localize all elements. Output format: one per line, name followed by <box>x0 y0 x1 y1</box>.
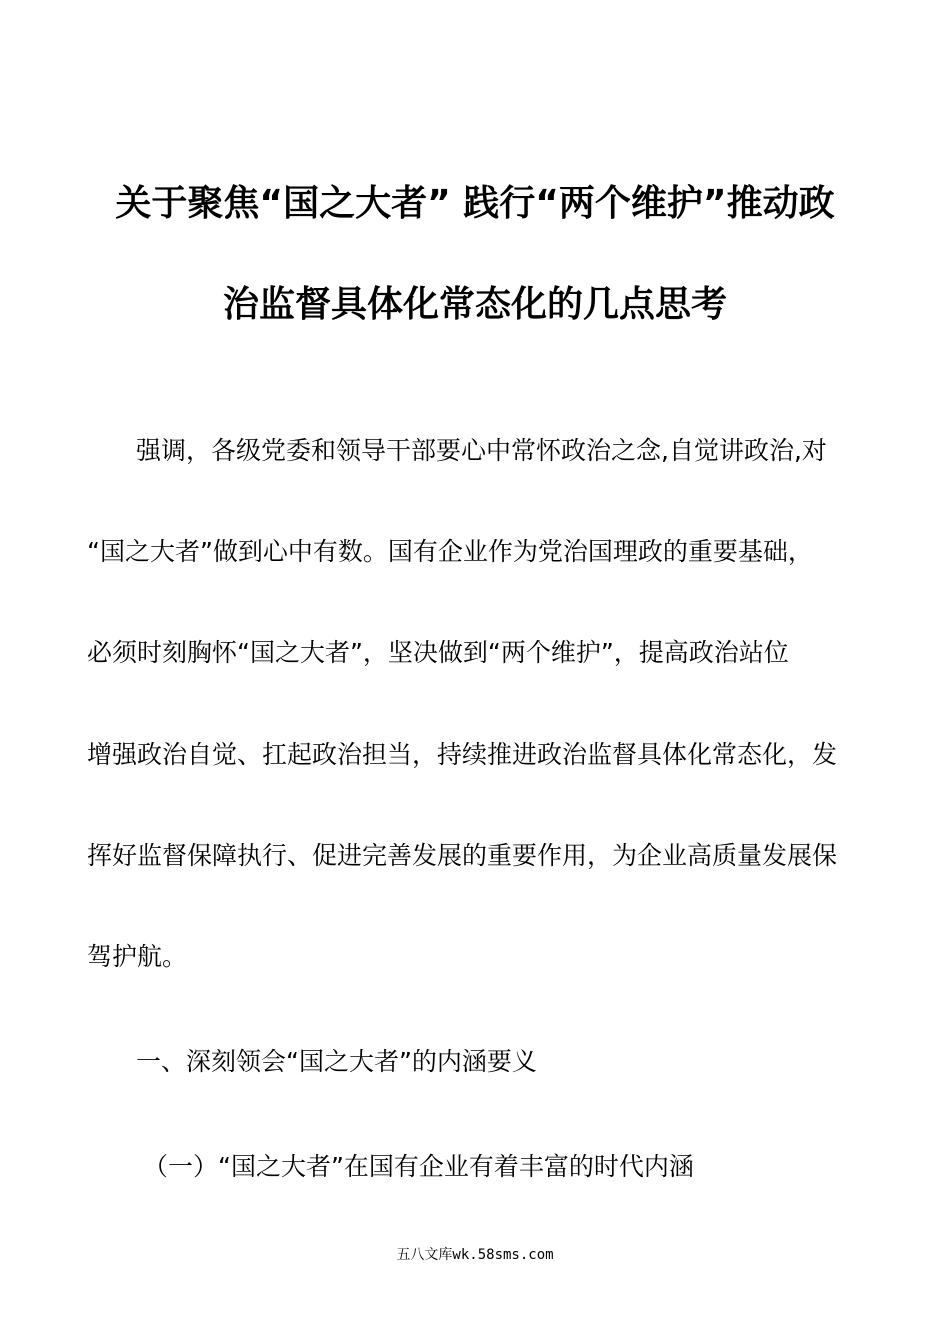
document-title-line-2: 治监督具体化常态化的几点思考 <box>222 284 727 325</box>
page-footer: 五八文库wk.58sms.com <box>396 1247 554 1263</box>
body-line-1: 强调，各级党委和领导干部要心中常怀政治之念,自觉讲政治,对 <box>136 436 827 465</box>
section-heading: 一、深刻领会“国之大者”的内涵要义 <box>136 1047 537 1076</box>
body-line-4: 增强政治自觉、扛起政治担当，持续推进政治监督具体化常态化，发 <box>87 740 838 769</box>
body-line-3: 必须时刻胸怀“国之大者”，坚决做到“两个维护”，提高政治站位 <box>87 638 789 667</box>
subsection-heading: （一）“国之大者”在国有企业有着丰富的时代内涵 <box>143 1152 694 1181</box>
body-line-2: “国之大者”做到心中有数。国有企业作为党治国理政的重要基础， <box>87 537 813 566</box>
body-line-6: 驾护航。 <box>87 942 188 971</box>
document-title-line-1: 关于聚焦“国之大者” 践行“两个维护”推动政 <box>115 183 835 224</box>
body-line-5: 挥好监督保障执行、促进完善发展的重要作用，为企业高质量发展保 <box>87 841 838 870</box>
